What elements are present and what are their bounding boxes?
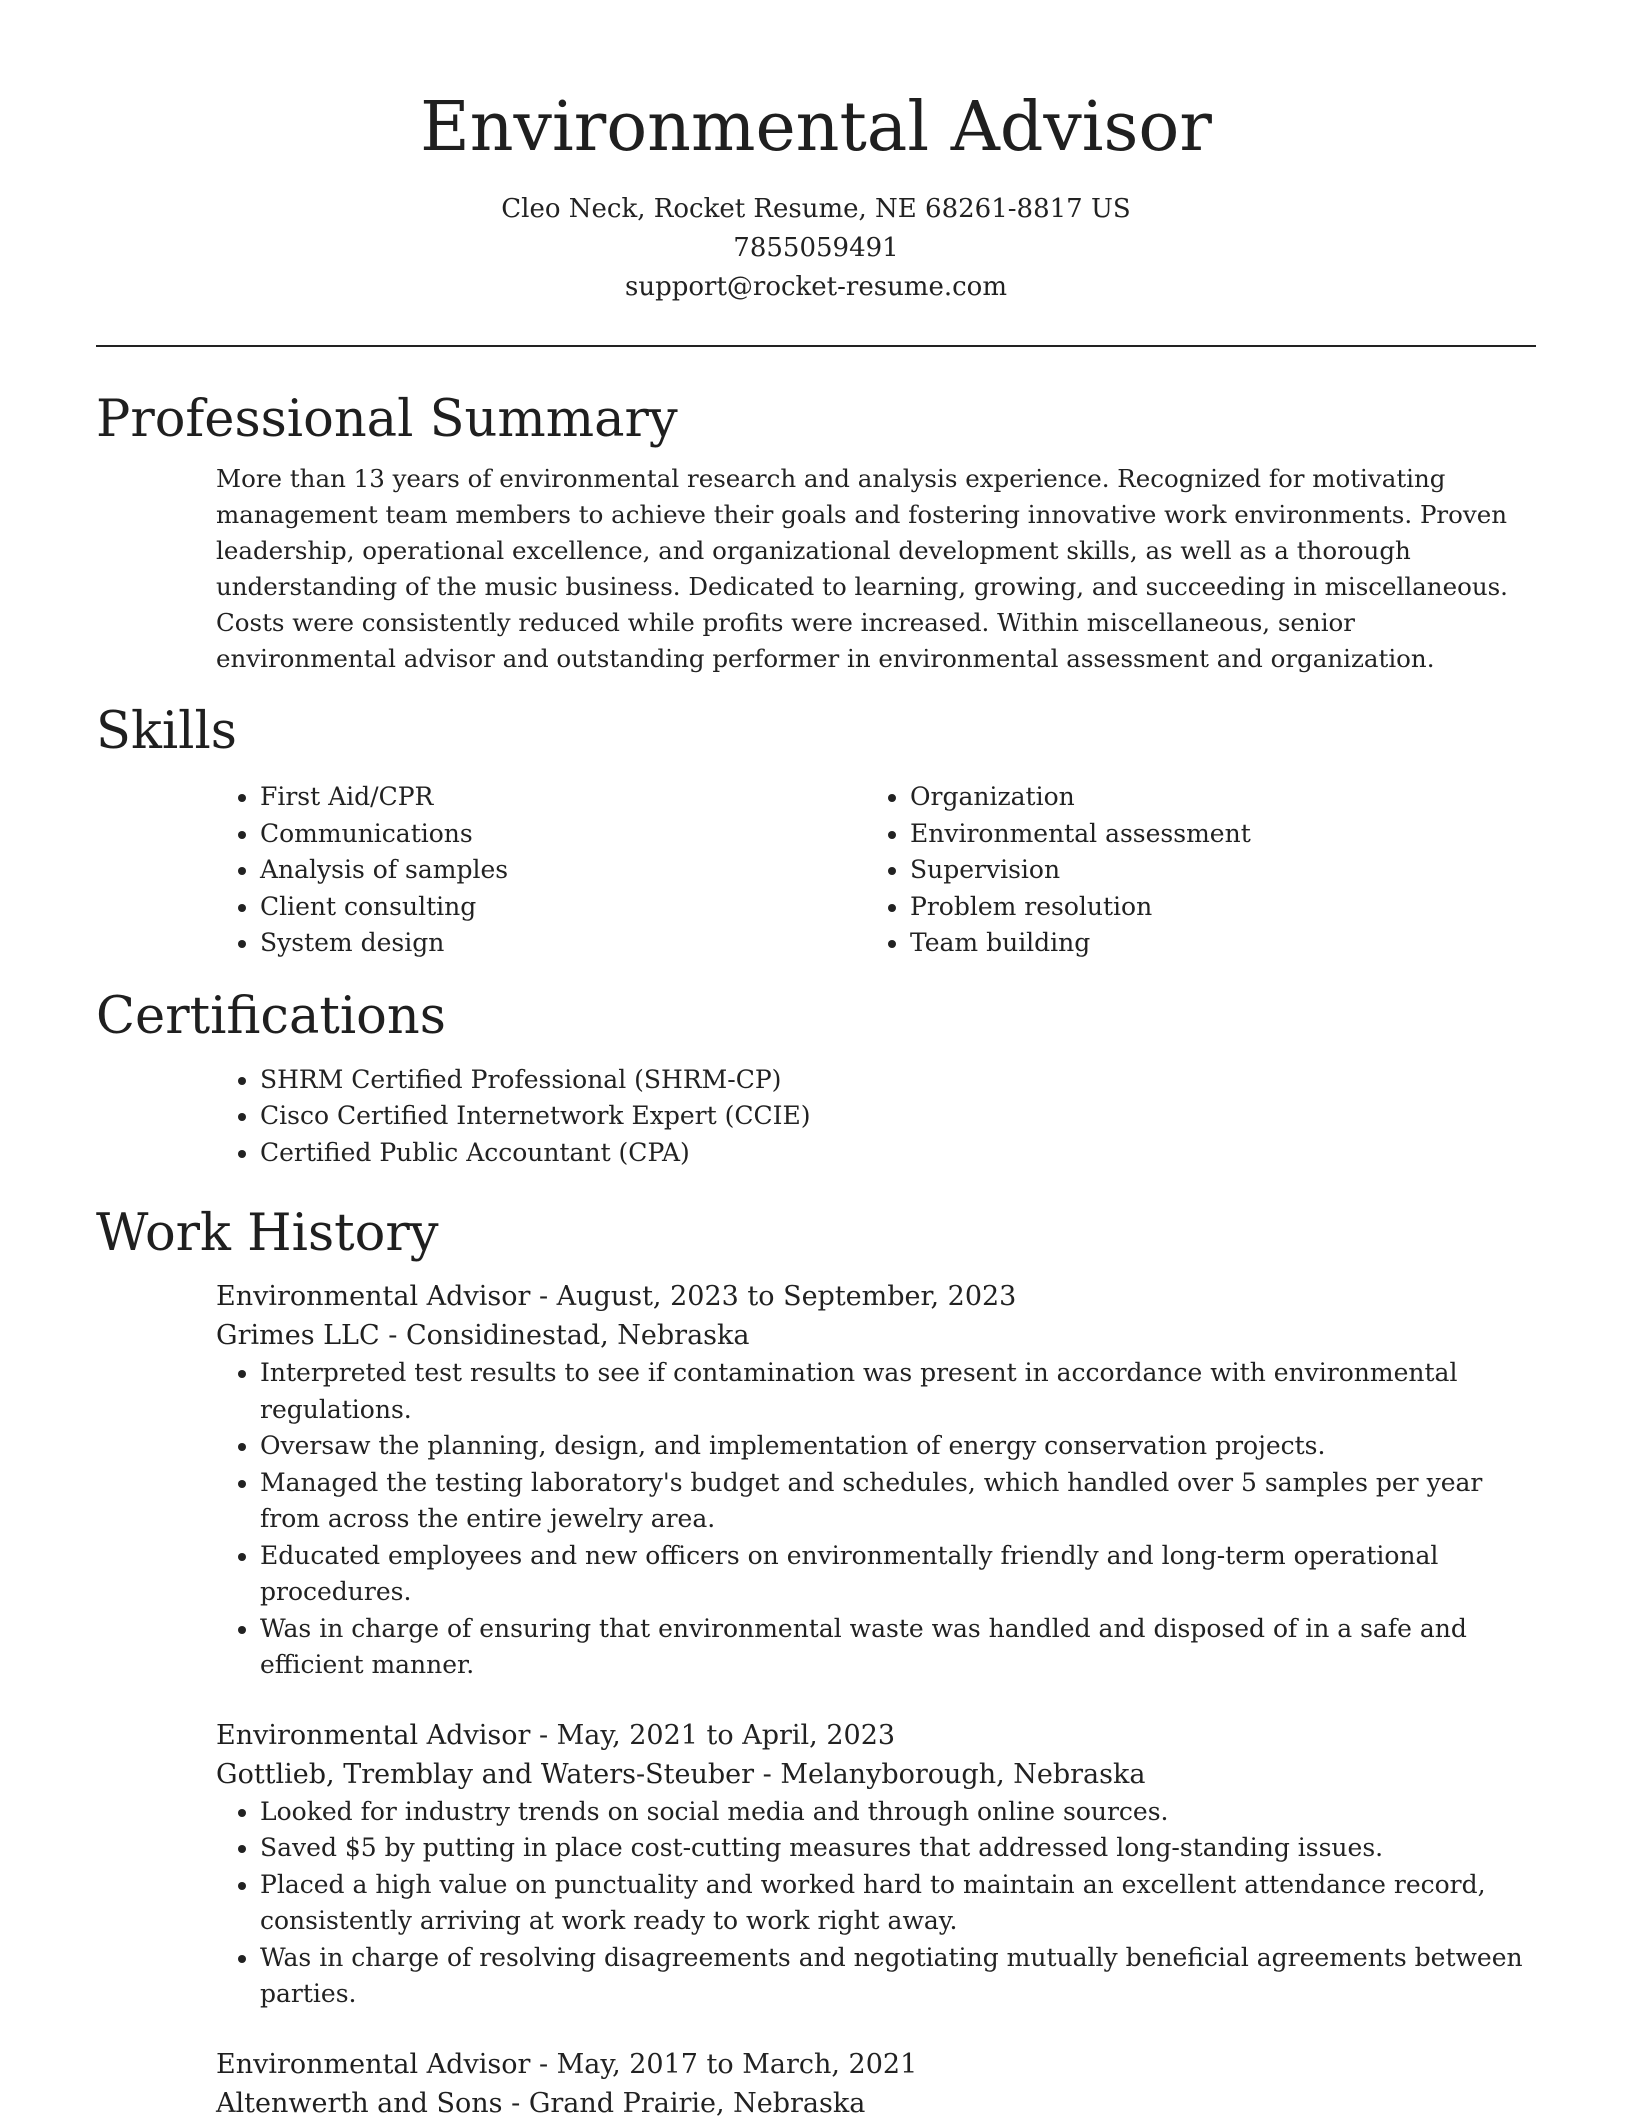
job-bullet: • Oversaw the planning, design, and implementation of energy conservation projects. [260,1428,1536,1465]
job-location: - Melanyborough, Nebraska [754,1758,1146,1790]
skill-item: • Organization [910,779,1516,816]
job-title-line [216,1277,1536,1316]
summary-text: More than 13 years of environmental research and analysis experience. Recognized for motivating management team members to achieve their goals and fostering innovative work environments. Proven leadership, operational excellence, and organizational development skills, as well as a thorough understanding of the music business. Dedicated to learning, growing, and succeeding in miscellaneous. Costs were consistently reduced while profits were increased. Within miscellaneous, senior environmental advisor and outstanding performer in environmental assessment and organization. [216,464,1508,673]
job-title-line [216,2045,1536,2084]
contact-address: Cleo Neck, Rocket Resume, NE 68261-8817 US [501,194,1131,224]
job-bullet: • Saved $5 by putting in place cost-cutting measures that addressed long-standing issues. [260,1830,1536,1867]
job-company: Altenwerth and Sons [216,2087,503,2119]
skill-item: • Environmental assessment [910,816,1516,853]
job-dates: - May, 2021 to April, 2023 [530,1719,896,1751]
job-company: Gottlieb, Tremblay and Waters-Steuber [216,1758,755,1790]
job-dates: - May, 2017 to March, 2021 [530,2048,918,2080]
skill-item: • First Aid/CPR [260,779,866,816]
job-bullet: • Educated employees and new officers on environmentally friendly and long-term operational procedures. [260,1538,1536,1611]
skills-grid [216,779,1536,962]
skills-title: Skills [96,702,237,761]
job-bullet: • Looked for industry trends on social media and through online sources. [260,1794,1536,1831]
job-bullets [216,1794,1536,2013]
certification-item: • Cisco Certified Internetwork Expert (CCIE) [260,1098,1536,1135]
job-dates: - August, 2023 to September, 2023 [530,1281,1017,1312]
skills-column-right [866,779,1516,962]
resume-name: Environmental Advisor [420,88,1212,167]
resume-header [96,0,1536,307]
job-company: Grimes LLC [216,1320,380,1351]
job-location: - Grand Prairie, Nebraska [502,2087,866,2119]
job-company-line [216,1316,1536,1355]
job-bullet: • Managed the testing laboratory's budget and schedules, which handled over 5 samples per year from across the entire jewelry area. [260,1465,1536,1538]
job-role: Environmental Advisor [216,1719,531,1751]
work-history-section [96,1199,1536,2123]
header-divider [96,345,1536,347]
job-title-line [216,1716,1536,1755]
contact-block [96,190,1536,307]
job-bullet: • Was in charge of ensuring that environmental waste was handled and disposed of in a safe and efficient manner. [260,1611,1536,1684]
skill-item: • Client consulting [260,889,866,926]
job-bullets [216,1355,1536,1684]
job-role: Environmental Advisor [216,2048,531,2080]
resume-page [96,0,1536,2123]
skills-section [96,697,1536,962]
contact-phone: 7855059491 [733,233,899,263]
job-bullet: • Was in charge of resolving disagreements and negotiating mutually beneficial agreements between parties. [260,1940,1536,2013]
summary-title: Professional Summary [96,390,678,449]
job-role: Environmental Advisor [216,1281,531,1312]
certification-item: • SHRM Certified Professional (SHRM-CP) [260,1062,1536,1099]
contact-email[interactable]: support@rocket-resume.com [624,272,1007,302]
skill-item: • Communications [260,816,866,853]
skill-item: • Supervision [910,852,1516,889]
certification-item: • Certified Public Accountant (CPA) [260,1135,1536,1172]
work-history-title: Work History [96,1204,439,1263]
job-company-line [216,2084,1536,2123]
skill-item: • Team building [910,925,1516,962]
skill-item: • System design [260,925,866,962]
job-entry [216,1716,1536,2013]
job-entry [216,1277,1536,1684]
certifications-title: Certifications [96,986,446,1046]
job-location: - Considinestad, Nebraska [379,1320,750,1351]
job-bullet: • Interpreted test results to see if contamination was present in accordance with environmental regulations. [260,1355,1536,1428]
summary-section [96,385,1536,677]
certifications-list-wrap [216,1062,1536,1172]
job-entry [216,2045,1536,2123]
certifications-section [96,982,1536,1172]
job-bullet: • Placed a high value on punctuality and worked hard to maintain an excellent attendance record, consistently arriving at work ready to work right away. [260,1867,1536,1940]
skills-column-left [216,779,866,962]
skill-item: • Analysis of samples [260,852,866,889]
job-company-line [216,1755,1536,1794]
skill-item: • Problem resolution [910,889,1516,926]
